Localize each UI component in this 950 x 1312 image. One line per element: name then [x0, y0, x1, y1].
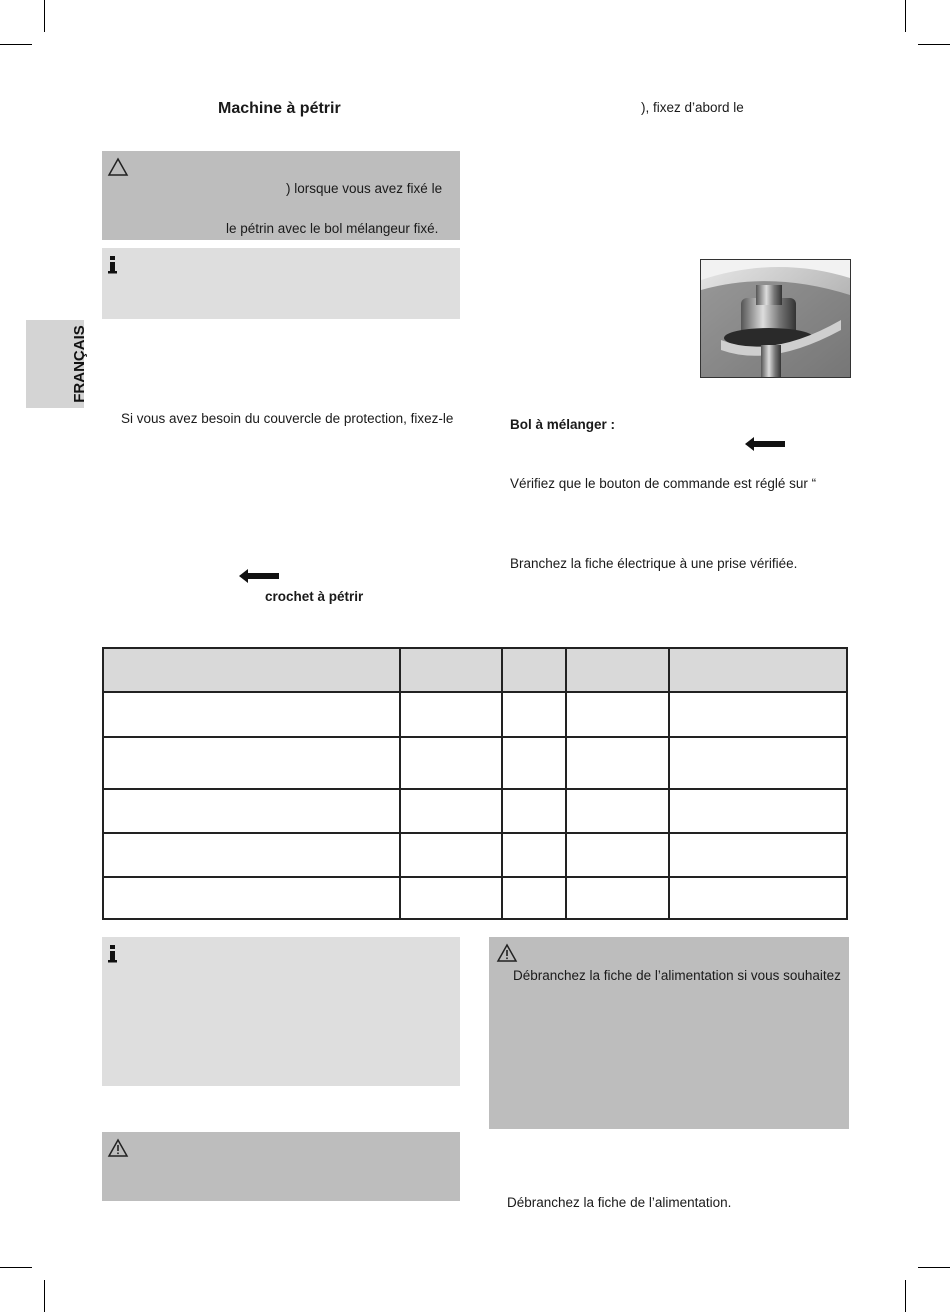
- table-cell: [103, 789, 400, 833]
- crop-mark: [44, 0, 45, 32]
- warning-line-1: Débranchez la fiche de l’alimentation si vous souhaitez: [513, 968, 841, 983]
- speed-table: [102, 647, 848, 920]
- cover-instruction: Si vous avez besoin du couvercle de protection, fixez-le: [121, 411, 454, 426]
- table-cell: [669, 833, 847, 877]
- bowl-label: Bol à mélanger :: [510, 417, 616, 432]
- language-tab-label: FRANÇAIS: [71, 325, 88, 403]
- warning-line-1: ) lorsque vous avez fixé le: [286, 181, 443, 196]
- kneading-hook-label: crochet à pétrir: [265, 589, 364, 604]
- crop-mark: [905, 1280, 906, 1312]
- table-cell: [400, 737, 502, 789]
- product-photo: [700, 259, 851, 378]
- warning-box: [489, 937, 849, 1129]
- table-row: [103, 737, 847, 789]
- table-cell: [400, 692, 502, 737]
- table-row: [103, 789, 847, 833]
- table-header-cell: [669, 648, 847, 692]
- table-cell: [669, 877, 847, 919]
- kneading-hook-photo: [701, 260, 850, 377]
- table-row: [103, 877, 847, 919]
- check-knob-text: Vérifiez que le bouton de commande est réglé sur “: [510, 476, 817, 491]
- table-cell: [669, 692, 847, 737]
- table-cell: [400, 833, 502, 877]
- crop-mark: [44, 1280, 45, 1312]
- arrow-left-icon: [745, 436, 785, 452]
- table-cell: [103, 877, 400, 919]
- table-header-cell: [103, 648, 400, 692]
- table-cell: [502, 692, 566, 737]
- table-row: [103, 692, 847, 737]
- table-header-cell: [566, 648, 669, 692]
- info-icon: [108, 256, 118, 274]
- table-cell: [400, 789, 502, 833]
- crop-mark: [918, 1267, 950, 1268]
- table-header-cell: [400, 648, 502, 692]
- table-header-cell: [502, 648, 566, 692]
- info-box: [102, 937, 460, 1086]
- table-cell: [566, 789, 669, 833]
- table-cell: [103, 833, 400, 877]
- table-cell: [103, 692, 400, 737]
- section-heading: Machine à pétrir: [218, 100, 341, 117]
- right-top-text: ), fixez d’abord le: [641, 100, 744, 115]
- table-cell: [566, 833, 669, 877]
- crop-mark: [0, 44, 32, 45]
- table-cell: [566, 737, 669, 789]
- plug-in-text: Branchez la fiche électrique à une prise vérifiée.: [510, 556, 798, 571]
- info-icon: [108, 945, 118, 963]
- table-header-row: [103, 648, 847, 692]
- warning-icon: [107, 157, 129, 177]
- table-cell: [566, 692, 669, 737]
- table-cell: [400, 877, 502, 919]
- table-cell: [566, 877, 669, 919]
- table-cell: [502, 877, 566, 919]
- crop-mark: [0, 1267, 32, 1268]
- language-tab: [26, 320, 88, 408]
- unplug-text: Débranchez la fiche de l’alimentation.: [507, 1195, 732, 1210]
- table-cell: [502, 789, 566, 833]
- table-cell: [502, 833, 566, 877]
- arrow-left-icon: [239, 568, 279, 584]
- crop-mark: [918, 44, 950, 45]
- info-box: [102, 248, 460, 319]
- table-cell: [502, 737, 566, 789]
- warning-box: [102, 1132, 460, 1201]
- table-row: [103, 833, 847, 877]
- warning-line-2: le pétrin avec le bol mélangeur fixé.: [226, 221, 439, 236]
- crop-mark: [905, 0, 906, 32]
- table-cell: [669, 789, 847, 833]
- warning-icon: [107, 1138, 129, 1158]
- warning-box: [102, 151, 460, 240]
- warning-icon: [496, 943, 518, 963]
- table-cell: [669, 737, 847, 789]
- table-cell: [103, 737, 400, 789]
